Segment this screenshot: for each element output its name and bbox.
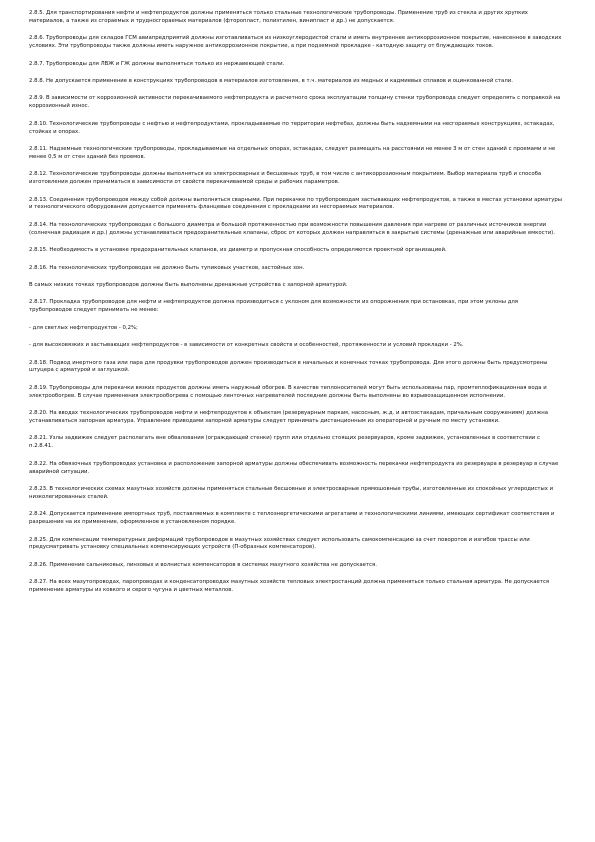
paragraph-2-8-26: 2.8.26. Применение сальниковых, линзовых и волнистых компенсаторов в системах мазутного хозяйства не допускается. — [29, 561, 377, 568]
paragraph-2-8-10: 2.8.10. Технологические трубопроводы с нефтью и нефтепродуктами, прокладываемые по территории нефтебаз, должны быть надземными на несгораемых конструкциях, эстакадах, стойках и опорах. — [29, 120, 555, 135]
paragraph-2-8-18: 2.8.18. Подвод инертного газа или пара для продувки трубопроводов должен производиться в начальных и конечных точках трубопровода. Для этого должны быть предусмотрены штуцера с арматурой и заглушкой. — [29, 359, 548, 374]
paragraph-2-8-9: 2.8.9. В зависимости от коррозионной активности перекачиваемого нефтепродукта и расчетного срока эксплуатации толщину стенки трубопровода следует определять с поправкой на коррозионный износ. — [29, 95, 561, 110]
paragraph-drain-devices: В самых низких точках трубопроводов должны быть выполнены дренажные устройства с запорной арматурой. — [29, 282, 348, 288]
paragraph-2-8-13: 2.8.13. Соединения трубопроводов между собой должны выполняться сварными. При перекачке по трубопроводам застывающих нефтепродуктов, а также в местах установки арматуры и технологического оборудования допускается применять фланцевые соединения с прокладками из несгораемых материалов. — [29, 196, 562, 211]
paragraph-2-8-8: 2.8.8. Не допускается применение в конструкциях трубопроводов в материалов изготовления, в т.ч. материалов из медных и кадмиевых сплавов и оцинкованной стали. — [29, 78, 513, 84]
paragraph-2-8-7: 2.8.7. Трубопроводы для ЛВЖ и ГЖ должны выполняться только из нержавеющей стали. — [29, 60, 285, 67]
list-item-viscous-products: - для высоковязких и застывающих нефтепродуктов - в зависимости от конкретных свойств и особенностей, протяженности и условий прокладки - 2%. — [29, 342, 464, 349]
paragraph-2-8-25: 2.8.25. Для компенсации температурных деформаций трубопроводов в мазутных хозяйствах следует использовать самокомпенсацию за счет поворотов и изгибов трассы или предусматривать установку специальных компенсирующих устройств (П-образных компенсаторов). — [29, 536, 530, 551]
paragraph-2-8-14: 2.8.14. На технологических трубопроводах с большого диаметра и большой протяженностью при возможности повышения давления при нагреве от различных источников энергии (солнечная радиация и др.) должны устанавливаться предохранительные клапаны, сброс от которых должен направляться в закрытые системы (дренажные или аварийные емкости). — [29, 221, 555, 236]
paragraph-2-8-17: 2.8.17. Прокладка трубопроводов для нефти и нефтепродуктов должна производиться с уклоном для возможности их опорожнения при остановках, при этом уклоны для трубопроводов следует принимать не менее: — [29, 299, 519, 314]
paragraph-2-8-22: 2.8.22. На обвязочных трубопроводах установка и расположение запорной арматуры должны обеспечивать возможность перекачки нефтепродукта из резервуара в резервуар в случае аварийной ситуации. — [29, 460, 559, 475]
paragraph-2-8-20: 2.8.20. На вводах технологических трубопроводов нефти и нефтепродуктов к объектам (резервуарным паркам, насосным, ж.д. и автоэстакадам, причальным сооружениям) должна устанавливаться запорная арматура. Управление приводами запорной арматуры следует принимать дистанционным из операторной и ручным по месту установки. — [29, 410, 549, 424]
paragraph-2-8-11: 2.8.11. Надземные технологические трубопроводы, прокладываемые на отдельных опорах, эстакадах, следует размещать на расстоянии не менее 3 м от стен зданий с проемами и не менее 0,5 м от стен зданий без проемов. — [29, 146, 556, 160]
paragraph-2-8-5: 2.8.5. Для транспортирования нефти и нефтепродуктов должны применяться только стальные технологические трубопроводы. Применение труб из стекла и других хрупких материалов, а также из сгораемых и трудносгораемых материалов (фторопласт, полиэтилен, винипласт и др.) не допускается. — [29, 10, 528, 24]
paragraph-2-8-23: 2.8.23. В технологических схемах мазутных хозяйств должны применяться стальные бесшовные и электросварные прямошовные трубы, изготовленные из спокойных углеродистых и низколегированных сталей. — [29, 486, 554, 500]
paragraph-2-8-6: 2.8.6. Трубопроводы для складов ГСМ авиапредприятий должны изготавливаться из низкоуглеродистой стали и иметь внутреннее антикоррозионное покрытие, нанесенное в заводских условиях. Эти трубопроводы также должны иметь наружное антикоррозионное покрытие, а при подземной прокладке - катодную защиту от блуждающих токов. — [29, 35, 562, 50]
paragraph-2-8-21: 2.8.21. Узлы задвижек следует располагать вне обвалования (ограждающей стенки) групп или отдельно стоящих резервуаров, кроме задвижек, установленных в соответствии с п.2.8.41. — [29, 435, 540, 450]
paragraph-2-8-27: 2.8.27. На всех мазутопроводах, паропроводах и конденсатопроводах мазутных хозяйств тепловых электростанций должна применяться только стальная арматура. Не допускается применение арматуры из ковкого и серого чугуна и цветных металлов. — [29, 579, 550, 594]
list-item-light-products: - для светлых нефтепродуктов - 0,2%; — [29, 324, 138, 331]
paragraph-2-8-15: 2.8.15. Необходимость в установке предохранительных клапанов, их диаметр и пропускная способность определяются проектной организацией. — [29, 247, 447, 254]
paragraph-2-8-19: 2.8.19. Трубопроводы для перекачки вязких продуктов должны иметь наружный обогрев. В качестве теплоносителей могут быть использованы пар, промтеплофикационная вода и электрообогрев. В случае применения электрообогрева с помощью ленточных нагревателей последние должны быть выполнены во взрывозащищенном исполнении. — [29, 384, 547, 399]
paragraph-2-8-24: 2.8.24. Допускается применение импортных труб, поставляемых в комплекте с теплоэнергетическими агрегатами и технологическими линиями, имеющих сертификат соответствия и разрешение на их применение, оформленное в установленном порядке. — [29, 511, 555, 526]
paragraph-2-8-16: 2.8.16. На технологических трубопроводах не должно быть тупиковых участков, застойных зон. — [29, 264, 305, 271]
paragraph-2-8-12: 2.8.12. Технологические трубопроводы должны выполняться из электросварных и бесшовных труб, в том числе с антикоррозионным покрытием. Выбор материала труб и способа изготовления должен приниматься в зависимости от свойств перекачиваемой среды и рабочих параметров. — [29, 171, 542, 186]
